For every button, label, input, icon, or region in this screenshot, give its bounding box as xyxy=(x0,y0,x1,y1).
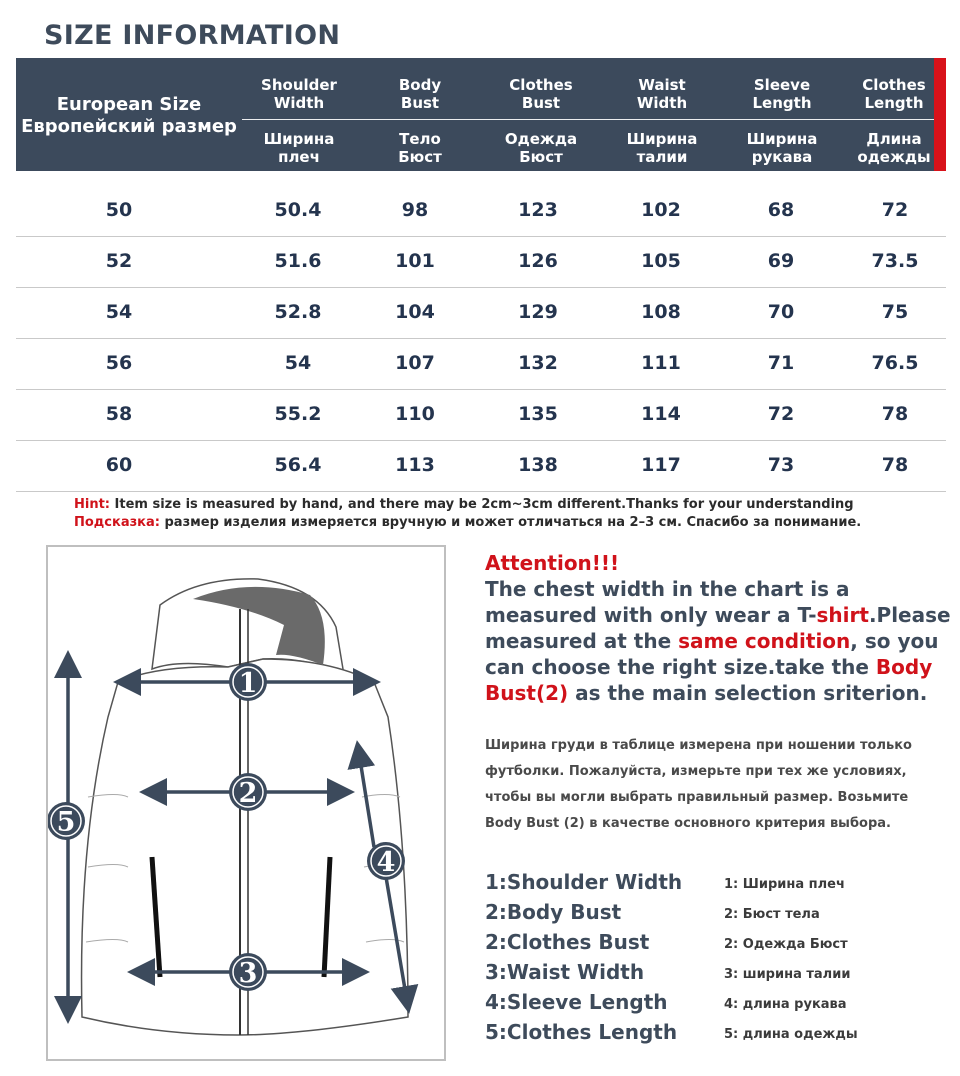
cell-sleeve: 69 xyxy=(767,250,795,272)
marker-5 xyxy=(48,802,85,840)
col-header-sleeve-ru: Ширина рукава xyxy=(746,130,818,166)
legend-ru-item: 2: Бюст тела xyxy=(724,907,820,922)
cell-clothes-bust: 123 xyxy=(518,199,558,221)
svg-text:3: 3 xyxy=(238,958,258,989)
cell-body-bust: 104 xyxy=(395,301,435,323)
cell-length: 72 xyxy=(881,199,909,221)
cell-sleeve: 72 xyxy=(767,403,795,425)
legend-ru-item: 4: длина рукава xyxy=(724,997,847,1012)
attention-text: The chest width in the chart is a measured with only wear a T-shirt.Please measured at the same condition, so you can choose the right size.take the Body Bust(2) as the main selection sriterion. xyxy=(485,577,951,705)
table-row xyxy=(16,236,946,288)
col-header-sleeve-en: Sleeve Length xyxy=(752,76,812,112)
table-row xyxy=(16,440,946,492)
legend-ru-item: 1: Ширина плеч xyxy=(724,877,845,892)
european-size-en: European Size xyxy=(56,94,202,115)
cell-sleeve: 70 xyxy=(767,301,795,323)
legend-en-item: 2:Clothes Bust xyxy=(485,930,650,954)
col-header-length-ru: Длина одежды xyxy=(857,130,931,166)
cell-body-bust: 101 xyxy=(395,250,435,272)
jacket-illustration xyxy=(48,547,444,1059)
table-header xyxy=(16,58,934,171)
marker-4 xyxy=(367,842,405,880)
table-row xyxy=(16,389,946,441)
cell-shoulder: 56.4 xyxy=(274,454,322,476)
svg-text:1: 1 xyxy=(238,668,258,699)
european-size-header xyxy=(16,94,242,138)
legend-ru-item: 3: ширина талии xyxy=(724,967,851,982)
legend-en-item: 4:Sleeve Length xyxy=(485,990,668,1014)
cell-length: 76.5 xyxy=(871,352,919,374)
cell-body-bust: 98 xyxy=(401,199,429,221)
cell-length: 75 xyxy=(881,301,909,323)
cell-shoulder: 55.2 xyxy=(274,403,322,425)
cell-size: 56 xyxy=(105,352,133,374)
cell-clothes-bust: 132 xyxy=(518,352,558,374)
col-header-shoulder-ru: Ширина плеч xyxy=(263,130,335,166)
marker-3 xyxy=(229,953,267,991)
col-header-length-en: Clothes Length xyxy=(862,76,926,112)
attention-block xyxy=(485,550,955,706)
hint-en: Hint: Item size is measured by hand, and there may be 2cm~3cm different.Thanks for your understanding xyxy=(74,497,854,512)
cell-length: 78 xyxy=(881,454,909,476)
cell-body-bust: 110 xyxy=(395,403,435,425)
col-header-shoulder-en: Shoulder Width xyxy=(261,76,337,112)
legend-en-item: 2:Body Bust xyxy=(485,900,622,924)
svg-text:5: 5 xyxy=(56,807,76,838)
col-header-waist-ru: Ширина талии xyxy=(626,130,698,166)
legend-ru-item: 2: Одежда Бюст xyxy=(724,937,848,952)
cell-shoulder: 52.8 xyxy=(274,301,322,323)
cell-waist: 117 xyxy=(641,454,681,476)
cell-waist: 102 xyxy=(641,199,681,221)
col-header-clothes-bust-ru: Одежда Бюст xyxy=(504,130,578,166)
col-header-clothes-bust-en: Clothes Bust xyxy=(509,76,573,112)
table-row xyxy=(16,338,946,390)
legend-ru-item: 5: длина одежды xyxy=(724,1027,858,1042)
cell-waist: 108 xyxy=(641,301,681,323)
cell-body-bust: 113 xyxy=(395,454,435,476)
col-header-waist-en: Waist Width xyxy=(636,76,688,112)
page-title: SIZE INFORMATION xyxy=(44,20,341,51)
cell-size: 60 xyxy=(105,454,133,476)
cell-waist: 105 xyxy=(641,250,681,272)
cell-length: 78 xyxy=(881,403,909,425)
cell-clothes-bust: 126 xyxy=(518,250,558,272)
header-divider xyxy=(242,119,934,120)
cell-size: 50 xyxy=(105,199,133,221)
cell-waist: 114 xyxy=(641,403,681,425)
jacket-diagram xyxy=(46,545,446,1061)
cell-size: 52 xyxy=(105,250,133,272)
cell-size: 58 xyxy=(105,403,133,425)
cell-shoulder: 50.4 xyxy=(274,199,322,221)
european-size-ru: Европейский размер xyxy=(21,116,237,137)
col-header-body-bust-en: Body Bust xyxy=(398,76,442,112)
cell-sleeve: 68 xyxy=(767,199,795,221)
cell-clothes-bust: 135 xyxy=(518,403,558,425)
cell-length: 73.5 xyxy=(871,250,919,272)
table-row xyxy=(16,185,946,237)
russian-paragraph: Ширина груди в таблице измерена при ношении только футболки. Пожалуйста, измерьте при тех же условиях, чтобы вы могли выбрать правильный размер. Возьмите Body Bust (2) в качестве основного критерия выбора. xyxy=(485,738,912,831)
hint-ru: Подсказка: размер изделия измеряется вручную и может отличаться на 2–3 см. Спасибо за понимание. xyxy=(74,515,862,530)
cell-waist: 111 xyxy=(641,352,681,374)
table-row xyxy=(16,287,946,339)
cell-sleeve: 73 xyxy=(767,454,795,476)
marker-2 xyxy=(229,773,267,811)
cell-shoulder: 51.6 xyxy=(274,250,322,272)
cell-clothes-bust: 129 xyxy=(518,301,558,323)
attention-heading: Attention!!! xyxy=(485,551,620,575)
legend-en-item: 5:Clothes Length xyxy=(485,1020,678,1044)
legend-en-item: 1:Shoulder Width xyxy=(485,870,683,894)
marker-1 xyxy=(229,663,267,701)
svg-text:2: 2 xyxy=(238,778,258,809)
svg-text:4: 4 xyxy=(376,847,396,878)
cell-shoulder: 54 xyxy=(284,352,312,374)
col-header-body-bust-ru: Тело Бюст xyxy=(398,130,442,166)
legend-en-item: 3:Waist Width xyxy=(485,960,645,984)
cell-sleeve: 71 xyxy=(767,352,795,374)
cell-size: 54 xyxy=(105,301,133,323)
cell-clothes-bust: 138 xyxy=(518,454,558,476)
cell-body-bust: 107 xyxy=(395,352,435,374)
